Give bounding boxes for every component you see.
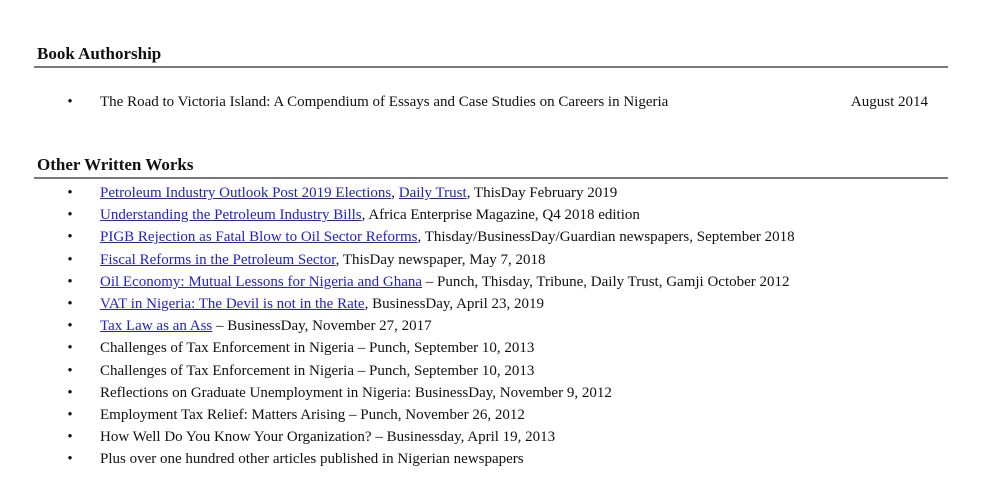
bullet-icon: • [67, 384, 73, 401]
work-entry: How Well Do You Know Your Organization? – Businessday, April 19, 2013 [100, 429, 556, 446]
article-link[interactable]: PIGB Rejection as Fatal Blow to Oil Sector Reforms [100, 229, 418, 246]
book-title: The Road to Victoria Island: A Compendium of Essays and Case Studies on Careers in Nigeria [100, 94, 669, 110]
list-item [0, 249, 1000, 271]
bullet-icon: • [67, 207, 73, 224]
bullet-icon: • [67, 251, 73, 268]
bullet-icon: • [67, 273, 73, 290]
other-written-works-heading: Other Written Works [37, 155, 194, 174]
works-list [0, 182, 1000, 470]
bullet-icon: • [67, 451, 73, 468]
work-details: , ThisDay February 2019 [466, 185, 618, 201]
article-link[interactable]: Understanding the Petroleum Industry Bills [100, 207, 362, 224]
work-entry [100, 226, 795, 248]
work-details: – BusinessDay, November 27, 2017 [212, 318, 432, 335]
list-item [0, 226, 1000, 248]
work-entry: Reflections on Graduate Unemployment in Nigeria: BusinessDay, November 9, 2012 [100, 384, 612, 401]
bullet-icon: • [67, 229, 73, 246]
work-details: , BusinessDay, April 23, 2019 [364, 295, 545, 312]
work-entry: Plus over one hundred other articles published in Nigerian newspapers [100, 451, 524, 468]
work-entry: Challenges of Tax Enforcement in Nigeria – Punch, September 10, 2013 [100, 340, 535, 357]
book-authorship-heading: Book Authorship [37, 44, 162, 63]
article-link[interactable]: Petroleum Industry Outlook Post 2019 Elections [100, 185, 392, 201]
list-item [0, 382, 1000, 404]
work-entry [100, 249, 546, 271]
book-date: August 2014 [850, 94, 928, 110]
list-item [0, 204, 1000, 226]
link-separator: , [391, 185, 399, 201]
bullet-icon: • [67, 406, 73, 423]
work-entry [100, 315, 432, 337]
bullet-icon: • [67, 295, 73, 312]
bullet-icon: • [67, 362, 73, 379]
section-divider [34, 66, 948, 68]
work-entry [100, 293, 544, 315]
work-details: , Africa Enterprise Magazine, Q4 2018 edition [361, 207, 640, 224]
bullet-icon: • [67, 94, 73, 110]
work-details: , Thisday/BusinessDay/Guardian newspapers, September 2018 [417, 229, 795, 246]
bullet-icon: • [67, 185, 73, 201]
work-entry: Employment Tax Relief: Matters Arising – Punch, November 26, 2012 [100, 406, 525, 423]
list-item [0, 271, 1000, 293]
article-link[interactable]: Fiscal Reforms in the Petroleum Sector [100, 251, 336, 268]
bullet-icon: • [67, 340, 73, 357]
list-item [0, 337, 1000, 359]
list-item [0, 426, 1000, 448]
article-link[interactable]: Tax Law as an Ass [100, 318, 213, 335]
work-entry: Challenges of Tax Enforcement in Nigeria – Punch, September 10, 2013 [100, 362, 535, 379]
work-details: – Punch, Thisday, Tribune, Daily Trust, Gamji October 2012 [422, 273, 790, 290]
work-entry [100, 182, 617, 204]
book-list-item [0, 91, 1000, 113]
section-divider [34, 177, 948, 179]
list-item [0, 315, 1000, 337]
list-item [0, 448, 1000, 470]
list-item [0, 182, 1000, 204]
work-entry [100, 204, 640, 226]
article-link[interactable]: Oil Economy: Mutual Lessons for Nigeria and Ghana [100, 273, 423, 290]
list-item [0, 404, 1000, 426]
work-entry [100, 271, 790, 293]
bullet-icon: • [67, 318, 73, 335]
article-link[interactable]: VAT in Nigeria: The Devil is not in the Rate [100, 295, 365, 312]
publication-link[interactable]: Daily Trust [398, 185, 467, 201]
bullet-icon: • [67, 429, 73, 446]
list-item [0, 360, 1000, 382]
list-item [0, 293, 1000, 315]
work-details: , ThisDay newspaper, May 7, 2018 [335, 251, 546, 268]
